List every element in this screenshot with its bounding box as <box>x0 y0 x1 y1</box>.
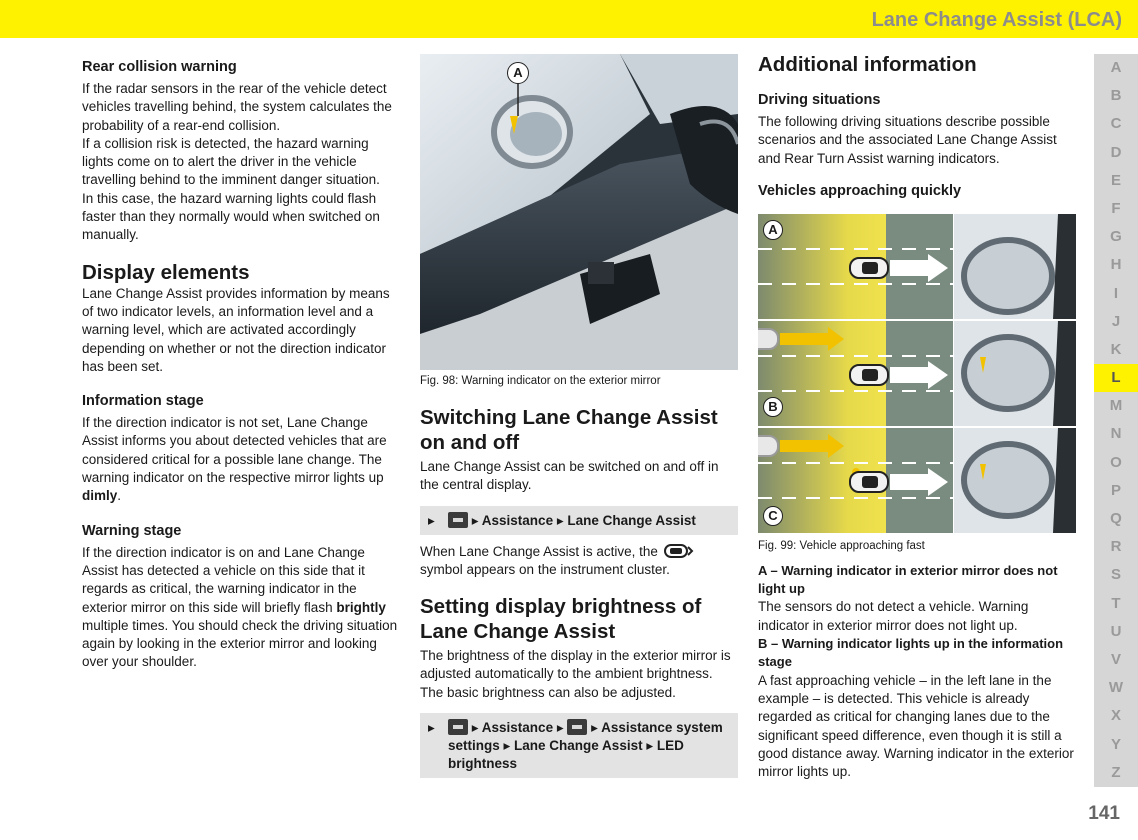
label-c-badge: C <box>763 506 783 526</box>
index-tab-g[interactable]: G <box>1094 223 1138 251</box>
scenario-a-graphic <box>758 214 1076 319</box>
menu-path-switch: ▸ ▸ Assistance ▸ Lane Change Assist <box>420 506 738 535</box>
car-menu-icon <box>448 512 468 528</box>
case-a-text: The sensors do not detect a vehicle. Warning indicator in exterior mirror does not light up. <box>758 599 1029 633</box>
active-symbol-text: When Lane Change Assist is active, the symbol appears on the instrument cluster. <box>420 543 738 580</box>
case-a-heading: A – Warning indicator in exterior mirror does not light up <box>758 562 1058 597</box>
display-elements-heading: Display elements <box>82 260 250 284</box>
scenario-b-graphic <box>758 321 1076 426</box>
display-elements-text: Lane Change Assist provides information by means of two indicator levels, an information level and a warning level, which are activated accordingly depending on whether or not the direction indicator has been set. <box>82 285 390 374</box>
index-tab-s[interactable]: S <box>1094 561 1138 589</box>
alphabet-index <box>1094 54 1138 787</box>
index-tab-q[interactable]: Q <box>1094 505 1138 533</box>
panel-c <box>758 428 1076 533</box>
switching-heading: Switching Lane Change Assist on and off <box>420 406 718 454</box>
column-middle <box>420 54 738 778</box>
index-tab-t[interactable]: T <box>1094 590 1138 618</box>
settings-menu-icon <box>567 719 587 735</box>
index-tab-k[interactable]: K <box>1094 336 1138 364</box>
index-tab-j[interactable]: J <box>1094 308 1138 336</box>
case-b-heading: B – Warning indicator lights up in the information stage <box>758 636 1064 670</box>
rear-collision-p1: If the radar sensors in the rear of the vehicle detect vehicles travelling behind, the system calculates the probability of a rear-end collision. <box>82 81 392 133</box>
index-tab-v[interactable]: V <box>1094 646 1138 674</box>
warning-stage-heading: Warning stage <box>82 522 182 539</box>
rear-collision-p3: In this case, the hazard warning lights could flash faster than they normally would when switched on manually. <box>82 190 380 243</box>
panel-a <box>758 214 1076 319</box>
warning-stage-text: If the direction indicator is on and Lane Change Assist has detected a vehicle on this side that it regards as critical, the warning indicator in the exterior mirror on this side will briefly flash brightly multiple times. You should check the driving situation again by looking in the exterior mirror and looking over your shoulder. <box>82 544 398 670</box>
column-left <box>82 58 400 672</box>
driving-situations-text: The following driving situations describe possible scenarios and the associated Lane Change Assist and Rear Turn Assist warning indicators. <box>758 114 1057 166</box>
step-arrow-icon: ▸ <box>428 720 435 736</box>
index-tab-f[interactable]: F <box>1094 195 1138 223</box>
index-tab-l[interactable]: L <box>1094 364 1138 392</box>
index-tab-o[interactable]: O <box>1094 449 1138 477</box>
index-tab-h[interactable]: H <box>1094 251 1138 279</box>
menu-lca-label: Lane Change Assist <box>514 738 643 754</box>
index-tab-c[interactable]: C <box>1094 110 1138 138</box>
car-menu-icon <box>448 719 468 735</box>
index-tab-m[interactable]: M <box>1094 392 1138 420</box>
index-tab-i[interactable]: I <box>1094 280 1138 308</box>
marker-a-callout: A <box>507 62 529 84</box>
index-tab-r[interactable]: R <box>1094 533 1138 561</box>
scenario-c-graphic <box>758 428 1076 533</box>
information-stage-text: If the direction indicator is not set, Lane Change Assist informs you about detected vehicles that are considered critical for a possible lane change. The warning indicator on the respective mirror lights up dimly. <box>82 415 387 504</box>
menu-led-label: LED brightness <box>448 738 684 772</box>
index-tab-y[interactable]: Y <box>1094 731 1138 759</box>
index-tab-e[interactable]: E <box>1094 167 1138 195</box>
fig99-illustration <box>758 214 1076 534</box>
brightly-emphasis: brightly <box>336 599 386 615</box>
index-tab-b[interactable]: B <box>1094 82 1138 110</box>
additional-info-heading: Additional information <box>758 53 977 76</box>
menu-path-brightness: ▸ ▸ Assistance ▸ ▸ Assistance system settings ▸ Lane Change Assist ▸ LED brightness <box>420 713 738 778</box>
chapter-title: Lane Change Assist (LCA) <box>871 9 1122 31</box>
index-tab-w[interactable]: W <box>1094 674 1138 702</box>
fig98-caption: Fig. 98: Warning indicator on the exterior mirror <box>420 375 661 387</box>
driving-situations-heading: Driving situations <box>758 92 881 108</box>
label-a-badge: A <box>763 220 783 240</box>
index-tab-p[interactable]: P <box>1094 477 1138 505</box>
lca-symbol-icon <box>662 543 694 559</box>
index-tab-u[interactable]: U <box>1094 618 1138 646</box>
rear-collision-heading: Rear collision warning <box>82 59 237 75</box>
car-interior-illustration <box>420 54 738 370</box>
panel-b <box>758 321 1076 426</box>
label-b-badge: B <box>763 397 783 417</box>
index-tab-x[interactable]: X <box>1094 702 1138 730</box>
menu-assistance-system-label: Assistance system settings <box>448 720 723 754</box>
dimly-emphasis: dimly <box>82 488 118 504</box>
menu-assistance-label: Assistance <box>481 720 554 736</box>
index-tab-a[interactable]: A <box>1094 54 1138 82</box>
index-tab-d[interactable]: D <box>1094 139 1138 167</box>
fig99-caption: Fig. 99: Vehicle approaching fast <box>758 539 925 552</box>
menu-assistance-label: Assistance <box>481 512 554 528</box>
brightness-heading: Setting display brightness of Lane Change Assist <box>420 595 702 644</box>
menu-lca-label: Lane Change Assist <box>567 512 696 528</box>
index-tab-z[interactable]: Z <box>1094 759 1138 787</box>
mirror-photo <box>420 54 738 370</box>
approaching-heading: Vehicles approaching quickly <box>758 182 962 199</box>
rear-collision-p2: If a collision risk is detected, the hazard warning lights come on to alert the driver in the vehicle travelling behind to the imminent danger situation. <box>82 135 380 188</box>
page-header <box>0 0 1138 38</box>
case-b-text: A fast approaching vehicle – in the left lane in the example – is detected. This vehicle is already regarded as critical for changing lanes due to the significant speed difference, even though it is still a good distance away. Warning indicator in the exterior mirror lights up. <box>758 672 1074 780</box>
step-arrow-icon: ▸ <box>428 512 435 528</box>
information-stage-heading: Information stage <box>82 393 204 410</box>
brightness-text: The brightness of the display in the exterior mirror is adjusted automatically to the ambient brightness. The basic brightness can also be adjusted. <box>420 648 731 700</box>
column-right <box>758 52 1076 781</box>
page-number: 141 <box>1088 803 1120 824</box>
index-tab-n[interactable]: N <box>1094 420 1138 448</box>
switching-text: Lane Change Assist can be switched on and off in the central display. <box>420 459 719 493</box>
